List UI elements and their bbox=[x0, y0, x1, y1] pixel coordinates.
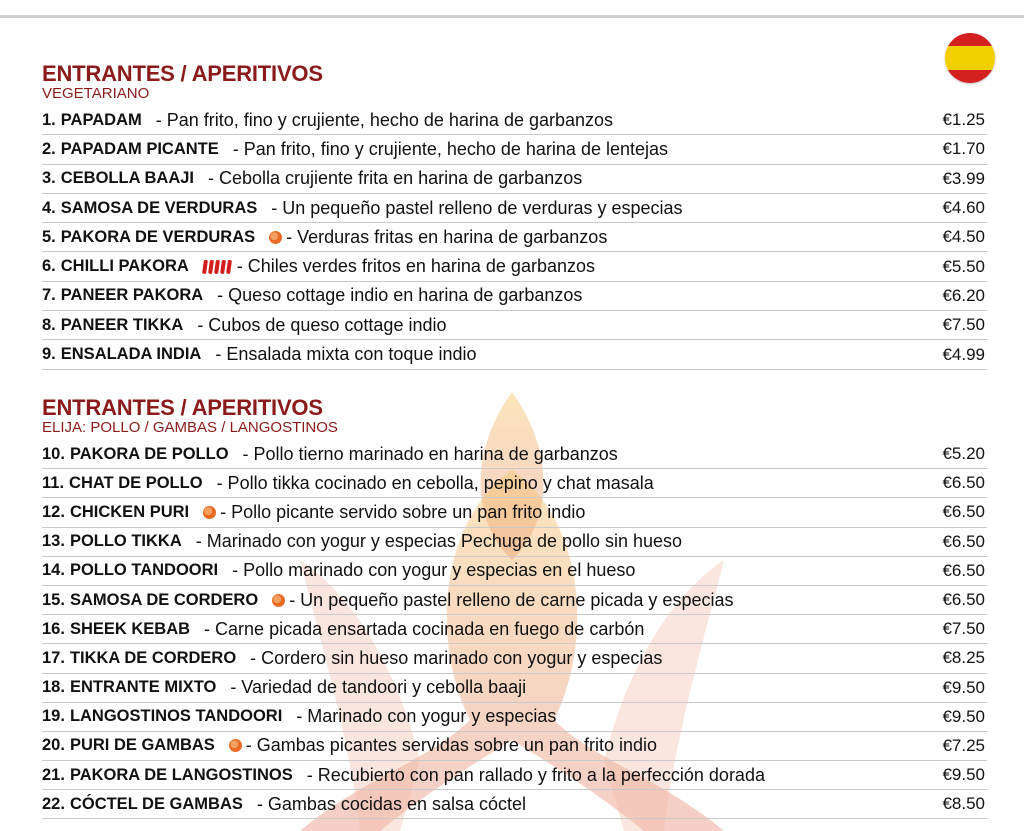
section-vegetarian bbox=[42, 62, 987, 370]
menu-item bbox=[42, 732, 987, 761]
menu-item bbox=[42, 469, 987, 498]
menu-item bbox=[42, 528, 987, 557]
mild-spice-icon bbox=[203, 506, 216, 519]
item-number: 7. bbox=[42, 286, 56, 305]
item-description: - Carne picada ensartada cocinada en fuego de carbón bbox=[204, 618, 645, 639]
item-number: 13. bbox=[42, 532, 65, 551]
item-price: €6.50 bbox=[942, 560, 985, 580]
item-description: - Pan frito, fino y crujiente, hecho de harina de lentejas bbox=[232, 138, 669, 159]
item-number: 10. bbox=[42, 444, 65, 463]
item-price: €7.50 bbox=[942, 619, 985, 639]
item-description: - Pan frito, fino y crujiente, hecho de harina de garbanzos bbox=[155, 109, 614, 130]
item-price: €6.50 bbox=[942, 502, 985, 522]
section-subtitle: ELIJA: POLLO / GAMBAS / LANGOSTINOS bbox=[42, 419, 338, 436]
item-name: ENSALADA INDIA bbox=[60, 345, 202, 364]
item-number: 14. bbox=[42, 561, 65, 580]
item-price: €8.50 bbox=[942, 794, 985, 814]
item-price: €6.50 bbox=[942, 590, 985, 610]
item-number: 4. bbox=[42, 198, 56, 217]
menu-item bbox=[42, 644, 987, 673]
item-price: €9.50 bbox=[942, 677, 985, 697]
item-name: PANEER PAKORA bbox=[60, 286, 204, 305]
menu-item bbox=[42, 761, 987, 790]
item-name: PAKORA DE LANGOSTINOS bbox=[69, 765, 293, 784]
menu-item bbox=[42, 311, 987, 340]
menu-item bbox=[42, 223, 987, 252]
item-name: POLLO TIKKA bbox=[69, 532, 182, 551]
item-number: 5. bbox=[42, 227, 56, 246]
item-description: - Cebolla crujiente frita en harina de garbanzos bbox=[208, 168, 583, 189]
item-description: - Pollo marinado con yogur y especias en el hueso bbox=[232, 560, 636, 581]
item-description: - Chiles verdes fritos en harina de garbanzos bbox=[236, 256, 595, 277]
menu-item bbox=[42, 615, 987, 644]
item-description: - Variedad de tandoori y cebolla baaji bbox=[230, 677, 527, 698]
item-name: SAMOSA DE VERDURAS bbox=[60, 198, 258, 217]
item-description: - Ensalada mixta con toque indio bbox=[215, 344, 477, 365]
item-name: PAKORA DE POLLO bbox=[69, 444, 229, 463]
item-price: €1.70 bbox=[942, 139, 985, 159]
menu-item bbox=[42, 106, 987, 135]
item-description: - Queso cottage indio en harina de garbanzos bbox=[217, 285, 583, 306]
section-meat-seafood bbox=[42, 396, 987, 819]
item-description: - Pollo tierno marinado en harina de garbanzos bbox=[242, 443, 618, 464]
item-description: - Un pequeño pastel relleno de verduras y especias bbox=[271, 197, 683, 218]
item-description: - Recubierto con pan rallado y frito a la perfección dorada bbox=[306, 764, 765, 785]
item-number: 16. bbox=[42, 619, 65, 638]
item-name: PANEER TIKKA bbox=[60, 315, 184, 334]
item-number: 22. bbox=[42, 794, 65, 813]
item-description: - Gambas picantes servidas sobre un pan frito indio bbox=[245, 735, 657, 756]
mild-spice-icon bbox=[269, 231, 282, 244]
mild-spice-icon bbox=[272, 594, 285, 607]
menu-item bbox=[42, 340, 987, 369]
item-name: CHAT DE POLLO bbox=[69, 473, 203, 492]
menu-item bbox=[42, 557, 987, 586]
item-name: CHILLI PAKORA bbox=[60, 257, 189, 276]
item-price: €6.50 bbox=[942, 531, 985, 551]
item-description: - Cordero sin hueso marinado con yogur y especias bbox=[250, 647, 663, 668]
item-name: PAPADAM PICANTE bbox=[60, 139, 219, 158]
item-number: 19. bbox=[42, 707, 65, 726]
menu-item bbox=[42, 674, 987, 703]
item-price: €7.50 bbox=[942, 315, 985, 335]
menu-item bbox=[42, 703, 987, 732]
section-title: ENTRANTES / APERITIVOS bbox=[42, 395, 323, 420]
section-subtitle: VEGETARIANO bbox=[42, 85, 150, 102]
menu-item bbox=[42, 440, 987, 469]
item-price: €1.25 bbox=[942, 110, 985, 130]
item-price: €6.50 bbox=[942, 473, 985, 493]
item-description: - Marinado con yogur y especias bbox=[296, 706, 557, 727]
item-price: €5.50 bbox=[942, 256, 985, 276]
item-description: - Un pequeño pastel relleno de carne picada y especias bbox=[289, 589, 734, 610]
item-name: SHEEK KEBAB bbox=[69, 619, 191, 638]
item-number: 12. bbox=[42, 502, 65, 521]
item-description: - Cubos de queso cottage indio bbox=[197, 314, 447, 335]
menu-item bbox=[42, 586, 987, 615]
item-name: PURI DE GAMBAS bbox=[69, 736, 215, 755]
item-name: POLLO TANDOORI bbox=[69, 561, 219, 580]
item-number: 18. bbox=[42, 678, 65, 697]
item-name: TIKKA DE CORDERO bbox=[69, 648, 237, 667]
item-price: €3.99 bbox=[942, 168, 985, 188]
item-price: €4.60 bbox=[942, 198, 985, 218]
item-number: 1. bbox=[42, 110, 56, 129]
item-number: 9. bbox=[42, 345, 56, 364]
item-name: CEBOLLA BAAJI bbox=[60, 169, 194, 188]
item-price: €8.25 bbox=[942, 648, 985, 668]
item-number: 3. bbox=[42, 169, 56, 188]
item-price: €7.25 bbox=[942, 735, 985, 755]
item-description: - Gambas cocidas en salsa cóctel bbox=[256, 793, 527, 814]
mild-spice-icon bbox=[229, 739, 242, 752]
item-number: 20. bbox=[42, 736, 65, 755]
item-name: LANGOSTINOS TANDOORI bbox=[69, 707, 283, 726]
section-title: ENTRANTES / APERITIVOS bbox=[42, 61, 323, 86]
item-number: 17. bbox=[42, 648, 65, 667]
item-name: CHICKEN PURI bbox=[69, 502, 190, 521]
item-description: - Marinado con yogur y especias Pechuga de pollo sin hueso bbox=[195, 531, 683, 552]
item-price: €9.50 bbox=[942, 765, 985, 785]
item-number: 21. bbox=[42, 765, 65, 784]
menu-item bbox=[42, 498, 987, 527]
item-name: CÓCTEL DE GAMBAS bbox=[69, 794, 243, 813]
menu-item bbox=[42, 165, 987, 194]
item-price: €4.50 bbox=[942, 227, 985, 247]
menu-item bbox=[42, 135, 987, 164]
item-description: - Pollo tikka cocinado en cebolla, pepino y chat masala bbox=[216, 472, 654, 493]
item-name: SAMOSA DE CORDERO bbox=[69, 590, 259, 609]
item-number: 2. bbox=[42, 139, 56, 158]
chilli-icon bbox=[203, 260, 233, 274]
item-name: PAKORA DE VERDURAS bbox=[60, 227, 256, 246]
item-number: 6. bbox=[42, 257, 56, 276]
menu-item bbox=[42, 194, 987, 223]
item-price: €9.50 bbox=[942, 706, 985, 726]
item-number: 15. bbox=[42, 590, 65, 609]
menu-item bbox=[42, 282, 987, 311]
item-name: ENTRANTE MIXTO bbox=[69, 678, 217, 697]
item-price: €4.99 bbox=[942, 344, 985, 364]
item-description: - Pollo picante servido sobre un pan frito indio bbox=[220, 501, 586, 522]
item-name: PAPADAM bbox=[60, 110, 142, 129]
menu-item bbox=[42, 790, 987, 819]
item-description: - Verduras fritas en harina de garbanzos bbox=[286, 226, 608, 247]
item-number: 8. bbox=[42, 315, 56, 334]
item-price: €5.20 bbox=[942, 444, 985, 464]
item-price: €6.20 bbox=[942, 285, 985, 305]
menu-item bbox=[42, 252, 987, 281]
item-number: 11. bbox=[42, 473, 65, 492]
